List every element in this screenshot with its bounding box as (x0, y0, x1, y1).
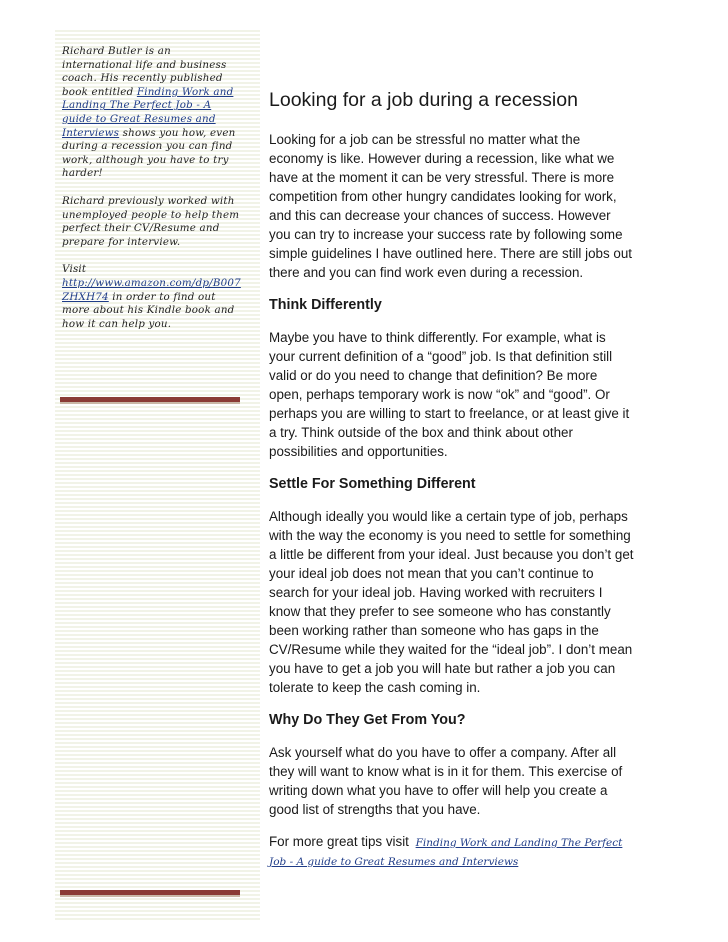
sidebar-divider-bottom (60, 890, 240, 895)
sidebar-visit: Visit http://www.amazon.com/dp/B007ZHXH74 in order to find out more about his Kindle book and how it can help you. (62, 263, 241, 330)
section-body-settle: Although ideally you would like a certain type of job, perhaps with the way the economy is you need to settle for something a little be different from your ideal. Just because you don’t get your ideal job does not mean that you can’t continue to search for your ideal job. Having worked with recruiters I know that they prefer to see someone who has constantly been working rather than someone who has gaps in the CV/Resume while they waited for the “ideal job”. I don’t mean you have to get a job you will hate but rather a job you can tolerate to keep the cash coming in. (269, 509, 634, 695)
section-heading-offer: Why Do They Get From You? (269, 712, 466, 728)
sidebar-amazon-link[interactable]: http://www.amazon.com/dp/B007ZHXH74 (62, 276, 241, 303)
sidebar-author-bio (62, 45, 242, 345)
section-heading-settle: Settle For Something Different (269, 476, 476, 492)
sidebar-intro: Richard Butler is an international life and business coach. His recently published book entitled Finding Work and Landing The Perfect Job - A guide to Great Resumes and Interviews shows you how, even during a recession you can find work, although you have to try harder! (62, 45, 236, 180)
section-heading-think-differently: Think Differently (269, 297, 382, 313)
article-intro: Looking for a job can be stressful no matter what the economy is like. However during a recession, like what we have at the moment it can be very stressful. There is more competition from other hungry candidates looking for work, and this can decrease your chances of success. However you can try to increase your success rate by following some simple guidelines I have outlined here. There are still jobs out there and you can find work even during a recession. (269, 132, 632, 280)
sidebar-divider-top (60, 397, 240, 402)
section-body-offer: Ask yourself what do you have to offer a company. After all they will want to know what is in it for them. This exercise of writing down what you have to offer will help you create a good list of strengths that you have. (269, 745, 623, 817)
sidebar-book-link[interactable]: Finding Work and Landing The Perfect Job - A guide to Great Resumes and Interviews (62, 85, 234, 139)
section-body-think-differently: Maybe you have to think differently. For example, what is your current definition of a “good” job. Is that definition still valid or do you need to change that definition? Be more open, perhaps temporary work is now “ok” and “good”. Or perhaps you are willing to start to freelance, or at least give it a try. Think outside of the box and think about other possibilities and opportunities. (269, 330, 630, 459)
article-title: Looking for a job during a recession (269, 89, 578, 111)
more-tips-link[interactable]: Finding Work and Landing The Perfect Job - A guide to Great Resumes and Interviews (269, 837, 623, 868)
more-tips: For more great tips visit Finding Work and Landing The Perfect Job - A guide to Great Resumes and Interviews (269, 834, 623, 868)
sidebar-experience: Richard previously worked with unemployed people to help them perfect their CV/Resume and prepare for interview. (62, 194, 240, 248)
article (269, 88, 634, 871)
